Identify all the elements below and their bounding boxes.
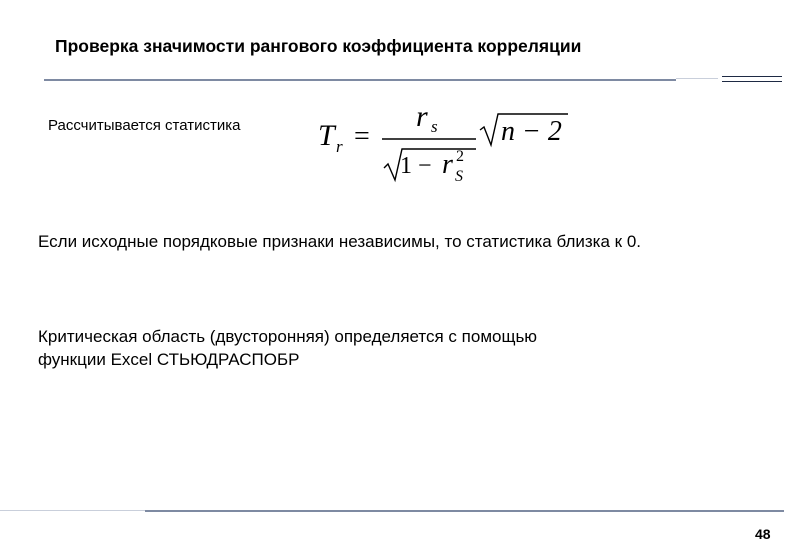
- statistic-intro-text: Рассчитывается статистика: [48, 117, 241, 134]
- independence-note: Если исходные порядковые признаки независимы, то статистика близка к 0.: [38, 232, 641, 251]
- decorative-double-bar: [722, 76, 782, 83]
- title-divider: [44, 79, 676, 81]
- formula-equals: =: [354, 121, 370, 152]
- critical-region-note: [38, 325, 537, 371]
- formula-lhs-subscript: r: [336, 137, 343, 156]
- formula-lhs-symbol: T: [318, 119, 335, 152]
- critical-region-line-2: функции Excel СТЬЮДРАСПОБР: [38, 350, 300, 369]
- formula-numerator-subscript: s: [431, 117, 438, 136]
- formula-denominator-symbol: r: [442, 149, 453, 180]
- spearman-t-statistic-formula: [316, 102, 576, 186]
- formula-denominator-prefix: 1 −: [400, 153, 432, 179]
- slide-title: Проверка значимости рангового коэффициента корреляции: [55, 36, 582, 56]
- page-number: 48: [755, 526, 771, 542]
- critical-region-line-1: Критическая область (двусторонняя) определяется с помощью: [38, 327, 538, 346]
- footer-divider: [145, 510, 784, 512]
- formula-numerator-symbol: r: [416, 102, 428, 133]
- title-divider-tail: [676, 78, 718, 79]
- formula-denominator-subscript: S: [455, 168, 463, 185]
- formula-factor: n − 2: [501, 116, 562, 147]
- footer-divider-lead: [0, 510, 145, 511]
- formula-denominator-superscript: 2: [456, 148, 464, 165]
